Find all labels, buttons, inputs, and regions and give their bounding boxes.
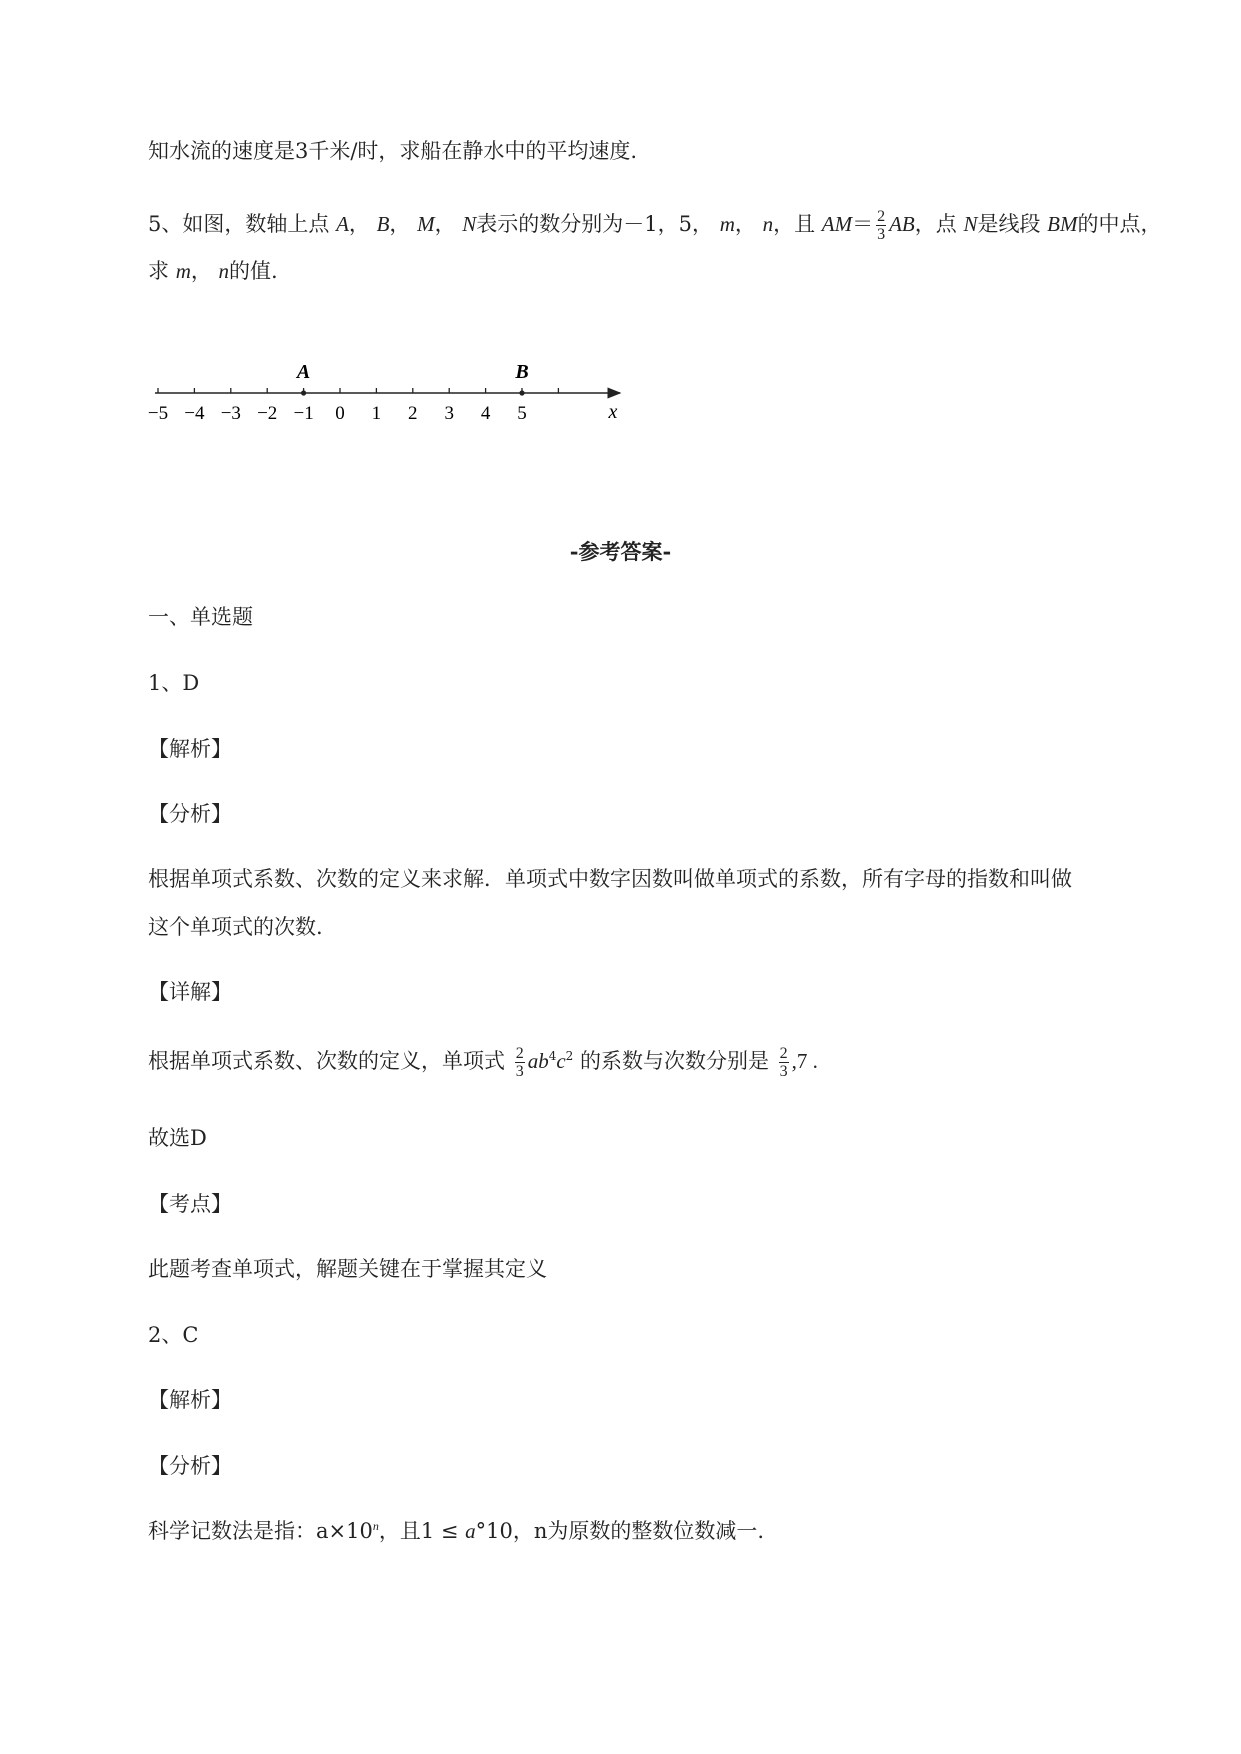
q5-comma: ， bbox=[389, 212, 411, 236]
expr-fraction bbox=[515, 1045, 525, 1080]
sci-exp-n: n bbox=[372, 1519, 379, 1533]
answer-fraction-numerator: 2 bbox=[779, 1045, 788, 1062]
answer-1-jiexi-label: 【解析】 bbox=[148, 737, 232, 761]
answer-tail: ,7 . bbox=[791, 1049, 818, 1073]
q5-AM: AM bbox=[821, 212, 853, 236]
expr-fraction-denominator: 3 bbox=[515, 1063, 524, 1080]
q5-text-a: 如图，数轴上点 bbox=[182, 212, 330, 236]
number-line-tick-label: 4 bbox=[480, 403, 491, 424]
q5-comma: ， bbox=[348, 212, 370, 236]
number-line-tick-label: 1 bbox=[371, 403, 382, 424]
expr-var-c: c bbox=[556, 1049, 566, 1073]
q4-tail-text: 知水流的速度是3千米/时，求船在静水中的平均速度. bbox=[148, 139, 638, 163]
q5-var-m: m bbox=[719, 212, 735, 236]
sci-var-a: a bbox=[465, 1519, 476, 1543]
q5-equals: ＝ bbox=[852, 212, 874, 236]
point-A-label: A bbox=[296, 361, 311, 383]
point-B-label: B bbox=[515, 361, 529, 383]
number-line-tick-label: 2 bbox=[408, 403, 418, 424]
expr-var-b: b bbox=[538, 1049, 549, 1073]
q5-point-M: M bbox=[417, 212, 435, 236]
q5-line1 bbox=[148, 208, 1161, 243]
expr-var-a: a bbox=[527, 1049, 539, 1073]
expr-exp-c: 2 bbox=[565, 1049, 574, 1063]
q5-fraction bbox=[876, 208, 886, 243]
q5-line2 bbox=[148, 256, 278, 286]
number-line-tick-label: 0 bbox=[335, 403, 345, 424]
answer-2-fenxi-text bbox=[148, 1516, 764, 1546]
answer-2-fenxi-label: 【分析】 bbox=[148, 1454, 232, 1478]
q5-fraction-numerator: 2 bbox=[877, 208, 886, 225]
detail-text-b: 的系数与次数分别是 bbox=[579, 1049, 769, 1073]
number-line-tick-label: 3 bbox=[444, 403, 454, 424]
number-line-tick-label: −1 bbox=[293, 403, 314, 424]
q5-var-m-2: m bbox=[175, 259, 191, 283]
q5-line2-a: 求 bbox=[148, 259, 169, 283]
answer-1-choice: 1、D bbox=[148, 671, 200, 695]
answer-2-choice: 2、C bbox=[148, 1323, 199, 1347]
q5-comma: ， bbox=[434, 212, 456, 236]
detail-text-a: 根据单项式系数、次数的定义，单项式 bbox=[148, 1049, 505, 1073]
number-line-tick-label: 5 bbox=[517, 403, 527, 424]
q5-var-n-2: n bbox=[218, 259, 230, 283]
answer-2-jiexi-label: 【解析】 bbox=[148, 1388, 232, 1412]
q5-text-b: 表示的数分别为－1，5， bbox=[476, 212, 714, 236]
expr-fraction-numerator: 2 bbox=[515, 1045, 524, 1062]
q5-text-d: ，点 bbox=[914, 212, 957, 236]
sci-text-b: ，且1 ≤ bbox=[378, 1519, 459, 1543]
number-line-tick-label: −3 bbox=[220, 403, 241, 424]
q5-fraction-denominator: 3 bbox=[877, 226, 886, 243]
q5-point-N-2: N bbox=[963, 212, 978, 236]
q5-line2-b: 的值. bbox=[229, 259, 278, 283]
sci-text-a: 科学记数法是指：a×10 bbox=[148, 1519, 373, 1543]
answer-1-fenxi-label: 【分析】 bbox=[148, 802, 232, 826]
q5-text-c: ，且 bbox=[773, 212, 816, 236]
answer-1-kaodian-text: 此题考查单项式，解题关键在于掌握其定义 bbox=[148, 1257, 547, 1281]
q5-number: 5、 bbox=[148, 212, 183, 236]
answer-1-kaodian-label: 【考点】 bbox=[148, 1192, 232, 1216]
number-line-figure bbox=[147, 350, 640, 430]
q5-text-f: 的中点， bbox=[1077, 212, 1162, 236]
answer-1-fenxi-text-2: 这个单项式的次数. bbox=[148, 915, 323, 939]
q5-AB: AB bbox=[889, 212, 915, 236]
number-line-tick-label: −2 bbox=[257, 403, 278, 424]
q5-point-A: A bbox=[336, 212, 349, 236]
answer-1-fenxi-text-1: 根据单项式系数、次数的定义来求解．单项式中数字因数叫做单项式的系数，所有字母的指数和叫做 bbox=[148, 867, 1072, 891]
expr-exp-b: 4 bbox=[548, 1049, 557, 1063]
number-line-tick-label: −4 bbox=[184, 403, 205, 424]
answer-fraction-denominator: 3 bbox=[779, 1063, 788, 1080]
q5-BM: BM bbox=[1047, 212, 1078, 236]
answers-title: -参考答案- bbox=[569, 539, 672, 564]
answer-fraction bbox=[779, 1045, 789, 1080]
section-heading: 一、单选题 bbox=[148, 605, 253, 629]
answer-1-detail-label: 【详解】 bbox=[148, 980, 232, 1004]
q5-point-N: N bbox=[462, 212, 477, 236]
q5-text-e: 是线段 bbox=[977, 212, 1041, 236]
q5-comma: ， bbox=[734, 212, 756, 236]
q5-comma: ， bbox=[190, 259, 212, 283]
point-B-dot bbox=[519, 390, 524, 395]
sci-text-c: °10，n为原数的整数位数减一. bbox=[475, 1519, 765, 1543]
answer-1-conclusion: 故选D bbox=[148, 1126, 207, 1150]
q5-var-n: n bbox=[762, 212, 774, 236]
number-line-tick-label: −5 bbox=[147, 403, 169, 424]
axis-label-x: x bbox=[608, 401, 618, 423]
answer-1-detail-text bbox=[148, 1045, 818, 1080]
point-A-dot bbox=[301, 390, 306, 395]
q5-point-B: B bbox=[376, 212, 390, 236]
